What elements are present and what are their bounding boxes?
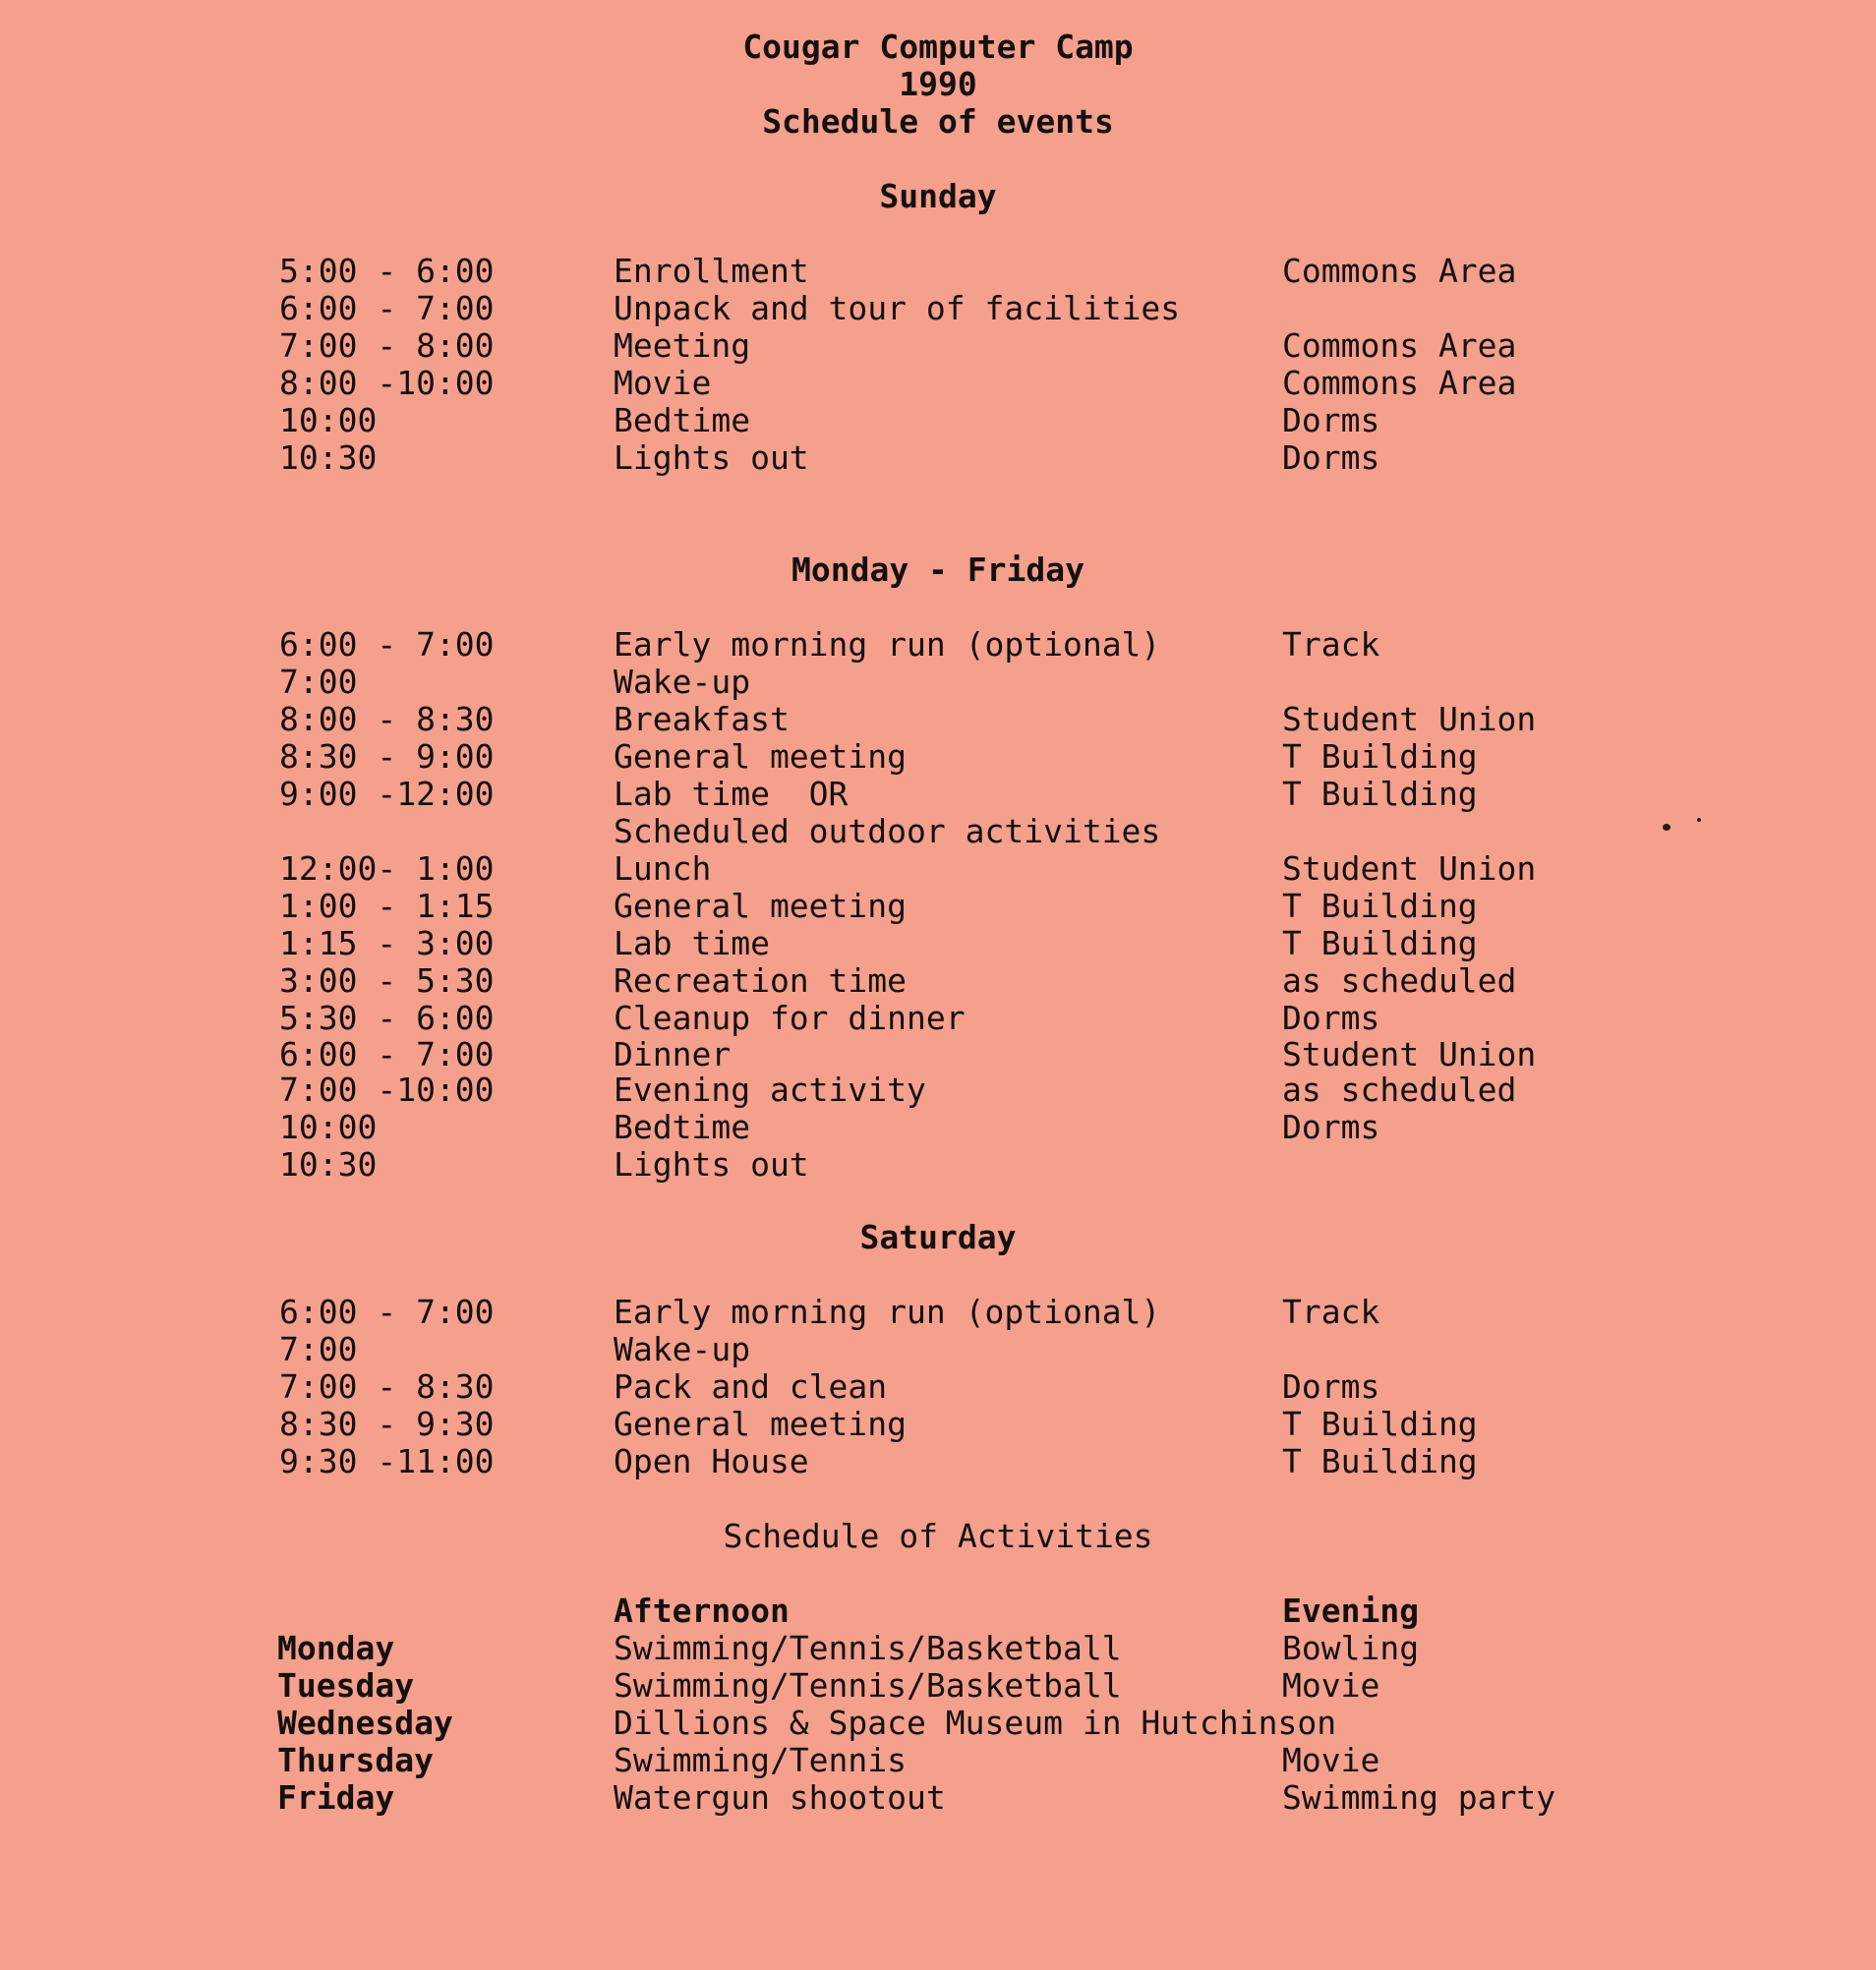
time-cell: 6:00 - 7:00: [279, 1293, 495, 1331]
event-cell: Open House: [614, 1442, 809, 1480]
sunday-heading: Sunday: [879, 177, 997, 215]
schedule-row: [0, 849, 1876, 887]
place-cell: Commons Area: [1282, 326, 1517, 365]
activity-row: [0, 1629, 1876, 1666]
day-cell: Monday: [277, 1629, 395, 1667]
schedule-row: [0, 1293, 1876, 1330]
time-cell: 6:00 - 7:00: [279, 289, 495, 327]
afternoon-cell: Watergun shootout: [614, 1778, 946, 1817]
time-cell: 7:00 - 8:00: [279, 326, 495, 365]
schedule-row: [0, 961, 1876, 999]
time-cell: 6:00 - 7:00: [279, 1035, 495, 1073]
event-cell: Recreation time: [614, 961, 908, 1000]
day-cell: Thursday: [277, 1741, 434, 1779]
time-cell: 8:30 - 9:30: [279, 1405, 495, 1443]
schedule-row: [0, 700, 1876, 737]
schedule-row: [0, 625, 1876, 663]
afternoon-cell: Swimming/Tennis/Basketball: [614, 1629, 1122, 1667]
place-cell: as scheduled: [1282, 961, 1517, 1000]
event-cell: Bedtime: [614, 401, 751, 439]
place-cell: Dorms: [1282, 1367, 1380, 1406]
day-cell: Friday: [277, 1778, 395, 1817]
time-cell: 10:00: [279, 401, 378, 439]
time-cell: 10:00: [279, 1108, 378, 1146]
schedule-row: [0, 1108, 1876, 1145]
schedule-row: [0, 1442, 1876, 1479]
document-subtitle: Schedule of events: [762, 102, 1114, 141]
time-cell: 1:15 - 3:00: [279, 924, 495, 962]
place-cell: T Building: [1282, 924, 1478, 962]
schedule-row: [0, 663, 1876, 700]
schedule-row: [0, 1035, 1876, 1072]
paper-speck: [1697, 818, 1701, 822]
event-cell: General meeting: [614, 737, 908, 776]
event-cell: Lights out: [614, 1145, 809, 1184]
document-year: 1990: [899, 65, 977, 103]
place-cell: Track: [1282, 625, 1380, 664]
place-cell: T Building: [1282, 1405, 1478, 1443]
event-cell: Meeting: [614, 326, 751, 365]
schedule-row: [0, 1330, 1876, 1367]
schedule-row: [0, 252, 1876, 289]
schedule-row: [0, 1367, 1876, 1405]
event-cell: Scheduled outdoor activities: [614, 812, 1161, 850]
time-cell: 5:30 - 6:00: [279, 999, 495, 1037]
time-cell: 6:00 - 7:00: [279, 625, 495, 664]
time-cell: 3:00 - 5:30: [279, 961, 495, 1000]
time-cell: 7:00: [279, 663, 358, 701]
event-cell: Bedtime: [614, 1108, 751, 1146]
afternoon-column-header: Afternoon: [614, 1592, 790, 1630]
schedule-row: [0, 737, 1876, 775]
schedule-row: [0, 401, 1876, 438]
event-cell: Movie: [614, 364, 712, 402]
activities-heading: Schedule of Activities: [723, 1517, 1153, 1555]
time-cell: 9:00 -12:00: [279, 775, 495, 813]
place-cell: Student Union: [1282, 849, 1537, 888]
event-cell: Lights out: [614, 438, 809, 477]
activity-row: [0, 1704, 1876, 1741]
event-cell: Lunch: [614, 849, 712, 888]
evening-cell: Movie: [1282, 1741, 1380, 1779]
schedule-row: [0, 999, 1876, 1036]
place-cell: Dorms: [1282, 999, 1380, 1037]
event-cell: General meeting: [614, 1405, 908, 1443]
time-cell: 12:00- 1:00: [279, 849, 495, 888]
place-cell: Dorms: [1282, 438, 1380, 477]
event-cell: Early morning run (optional): [614, 1293, 1161, 1331]
event-cell: Wake-up: [614, 1330, 751, 1368]
schedule-row: [0, 924, 1876, 961]
schedule-row: [0, 326, 1876, 364]
place-cell: T Building: [1282, 737, 1478, 776]
afternoon-cell: Swimming/Tennis: [614, 1741, 908, 1779]
place-cell: T Building: [1282, 775, 1478, 813]
time-cell: 9:30 -11:00: [279, 1442, 495, 1480]
place-cell: Commons Area: [1282, 252, 1517, 290]
event-cell: Wake-up: [614, 663, 751, 701]
schedule-row: [0, 438, 1876, 476]
place-cell: Dorms: [1282, 1108, 1380, 1146]
place-cell: Dorms: [1282, 401, 1380, 439]
afternoon-cell: Swimming/Tennis/Basketball: [614, 1666, 1122, 1705]
time-cell: 8:00 -10:00: [279, 364, 495, 402]
time-cell: 5:00 - 6:00: [279, 252, 495, 290]
evening-cell: Movie: [1282, 1666, 1380, 1705]
activity-row: [0, 1741, 1876, 1778]
schedule-row: [0, 1145, 1876, 1183]
event-cell: Lab time: [614, 924, 770, 962]
time-cell: 7:00: [279, 1330, 358, 1368]
place-cell: T Building: [1282, 1442, 1478, 1480]
schedule-row: [0, 1405, 1876, 1442]
day-cell: Wednesday: [277, 1704, 453, 1742]
place-cell: Student Union: [1282, 700, 1537, 738]
time-cell: 7:00 - 8:30: [279, 1367, 495, 1406]
event-cell: Evening activity: [614, 1071, 926, 1109]
place-cell: Commons Area: [1282, 364, 1517, 402]
afternoon-cell: Dillions & Space Museum in Hutchinson: [614, 1704, 1337, 1742]
schedule-row: [0, 289, 1876, 326]
event-cell: Unpack and tour of facilities: [614, 289, 1181, 327]
schedule-row: [0, 812, 1876, 849]
time-cell: 1:00 - 1:15: [279, 887, 495, 925]
schedule-row: [0, 775, 1876, 812]
schedule-row: [0, 1071, 1876, 1108]
weekdays-heading: Monday - Friday: [791, 550, 1085, 589]
event-cell: Enrollment: [614, 252, 809, 290]
day-cell: Tuesday: [277, 1666, 415, 1705]
time-cell: 10:30: [279, 438, 378, 477]
event-cell: Lab time OR: [614, 775, 849, 813]
event-cell: Pack and clean: [614, 1367, 888, 1406]
paper-speck: [1663, 824, 1671, 831]
evening-column-header: Evening: [1282, 1592, 1420, 1630]
evening-cell: Swimming party: [1282, 1778, 1556, 1817]
activity-row: [0, 1778, 1876, 1816]
event-cell: Cleanup for dinner: [614, 999, 966, 1037]
time-cell: 8:00 - 8:30: [279, 700, 495, 738]
place-cell: Student Union: [1282, 1035, 1537, 1073]
evening-cell: Bowling: [1282, 1629, 1420, 1667]
event-cell: General meeting: [614, 887, 908, 925]
event-cell: Early morning run (optional): [614, 625, 1161, 664]
time-cell: 10:30: [279, 1145, 378, 1184]
place-cell: as scheduled: [1282, 1071, 1517, 1109]
time-cell: 7:00 -10:00: [279, 1071, 495, 1109]
activity-row: [0, 1666, 1876, 1704]
event-cell: Dinner: [614, 1035, 732, 1073]
schedule-row: [0, 887, 1876, 924]
saturday-heading: Saturday: [859, 1218, 1017, 1256]
document-title: Cougar Computer Camp: [742, 28, 1134, 66]
place-cell: T Building: [1282, 887, 1478, 925]
event-cell: Breakfast: [614, 700, 790, 738]
schedule-row: [0, 364, 1876, 401]
place-cell: Track: [1282, 1293, 1380, 1331]
activities-header-row: [0, 1592, 1876, 1629]
time-cell: 8:30 - 9:00: [279, 737, 495, 776]
